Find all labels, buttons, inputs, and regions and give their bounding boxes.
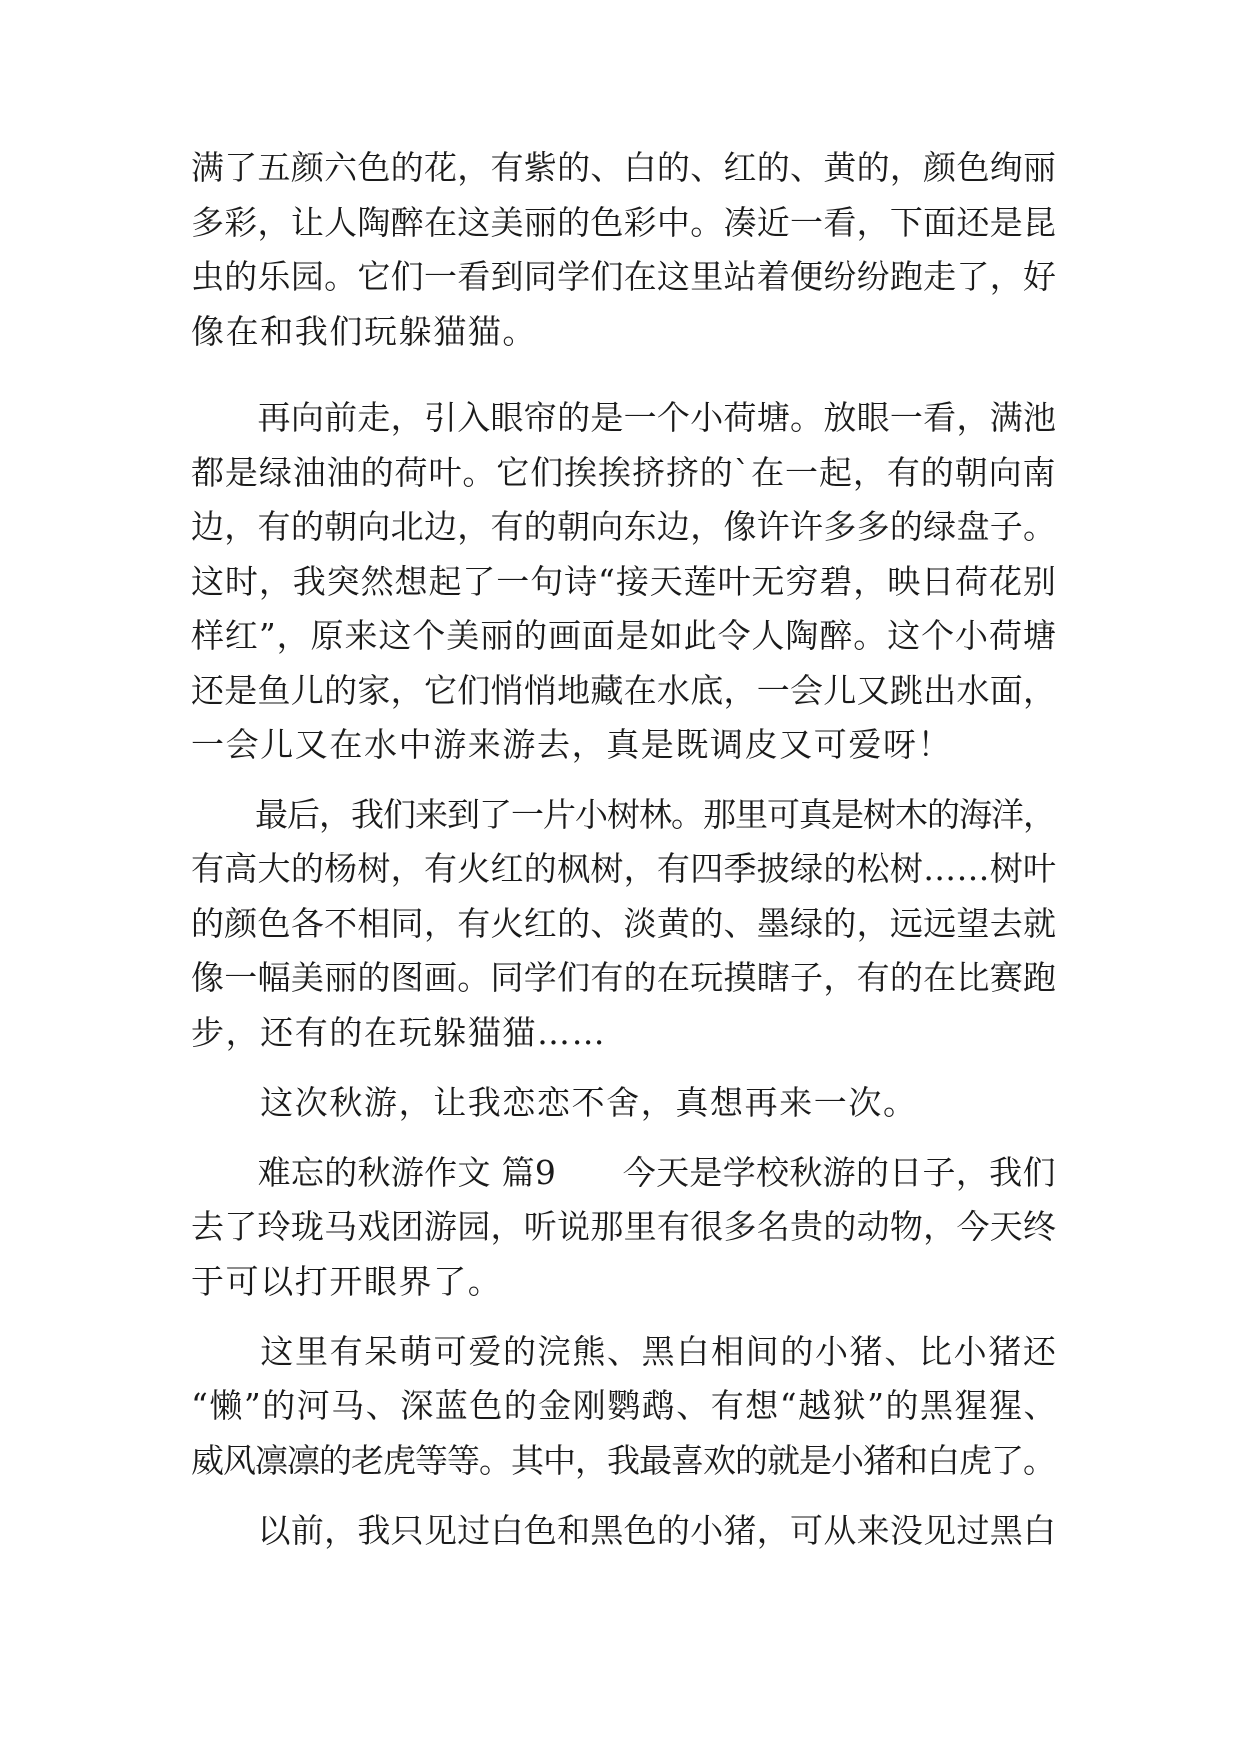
text-line: 威风凛凛的老虎等等。其中，我最喜欢的就是小猪和白虎了。 xyxy=(191,1441,1055,1480)
text-line: 虫的乐园。它们一看到同学们在这里站着便纷纷跑走了，好 xyxy=(191,257,1057,296)
text-line: “懒”的河马、深蓝色的金刚鹦鹉、有想“越狱”的黑猩猩、 xyxy=(191,1386,1058,1425)
text-line: 多彩，让人陶醉在这美丽的色彩中。凑近一看，下面还是昆 xyxy=(191,203,1057,242)
paragraph-start: 这里有呆萌可爱的浣熊、黑白相间的小猪、比小猪还 xyxy=(191,1332,1058,1371)
paragraph-start: 最后，我们来到了一片小树林。那里可真是树木的海洋， xyxy=(191,795,1055,834)
text-line: 一会儿又在水中游来游去，真是既调皮又可爱呀！ xyxy=(191,725,953,764)
text-line: 满了五颜六色的花，有紫的、白的、红的、黄的，颜色绚丽 xyxy=(191,148,1057,187)
paragraph-start: 这次秋游，让我恋恋不舍，真想再来一次。 xyxy=(191,1083,918,1122)
paragraph-start: 以前，我只见过白色和黑色的小猪，可从来没见过黑白 xyxy=(191,1511,1057,1550)
section-heading-line: 难忘的秋游作文 篇9 今天是学校秋游的日子，我们 xyxy=(191,1153,1056,1192)
text-line: 于可以打开眼界了。 xyxy=(191,1262,503,1301)
text-line: 样红”，原来这个美丽的画面是如此令人陶醉。这个小荷塘 xyxy=(191,616,1057,655)
text-line: 还是鱼儿的家，它们悄悄地藏在水底，一会儿又跳出水面， xyxy=(191,671,1057,710)
text-line: 步，还有的在玩躲猫猫…… xyxy=(191,1013,607,1052)
text-line: 像一幅美丽的图画。同学们有的在玩摸瞎子，有的在比赛跑 xyxy=(191,958,1057,997)
text-line: 有高大的杨树，有火红的枫树，有四季披绿的松树……树叶 xyxy=(191,849,1057,888)
text-line: 的颜色各不相同，有火红的、淡黄的、墨绿的，远远望去就 xyxy=(191,904,1057,943)
paragraph-start: 再向前走，引入眼帘的是一个小荷塘。放眼一看，满池 xyxy=(191,398,1057,437)
text-line: 这时，我突然想起了一句诗“接天莲叶无穷碧，映日荷花别 xyxy=(191,562,1057,601)
text-line: 像在和我们玩躲猫猫。 xyxy=(191,312,537,351)
text-line: 去了玲珑马戏团游园，听说那里有很多名贵的动物，今天终 xyxy=(191,1207,1057,1246)
text-line: 边，有的朝向北边，有的朝向东边，像许许多多的绿盘子。 xyxy=(191,507,1057,546)
text-line: 都是绿油油的荷叶。它们挨挨挤挤的`在一起，有的朝向南 xyxy=(191,453,1057,492)
